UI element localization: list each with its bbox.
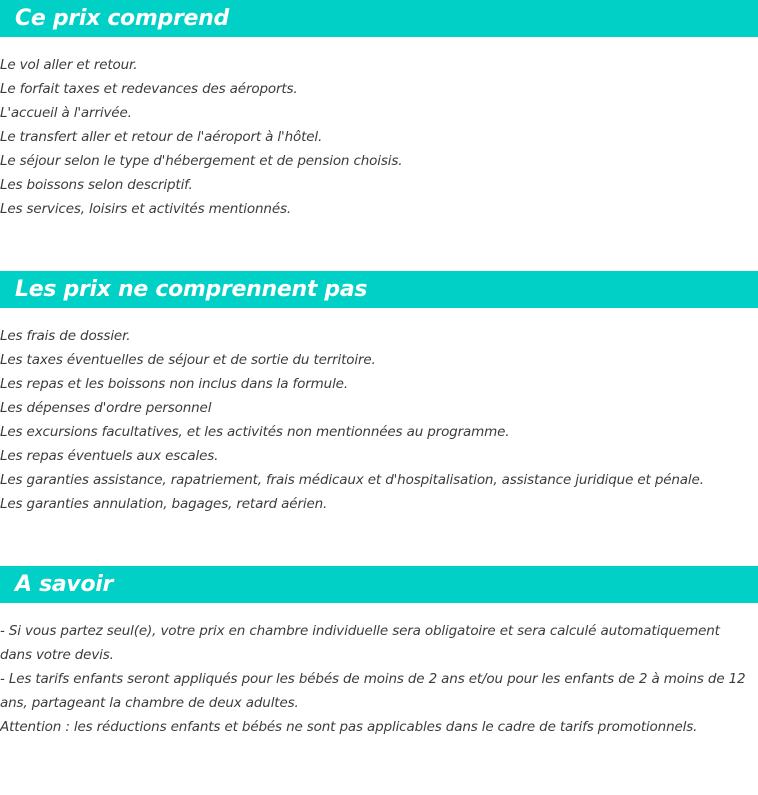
list-item: Le vol aller et retour. bbox=[0, 57, 138, 73]
included-list bbox=[0, 53, 758, 221]
section-header-good-to-know bbox=[0, 566, 758, 603]
list-item: Les garanties assistance, rapatriement, frais médicaux et d'hospitalisation, assistance juridique et pénale. bbox=[0, 472, 704, 488]
list-item: Les repas éventuels aux escales. bbox=[0, 448, 219, 464]
list-item: L'accueil à l'arrivée. bbox=[0, 105, 132, 121]
list-item: Le transfert aller et retour de l'aéroport à l'hôtel. bbox=[0, 129, 323, 145]
list-item: Les frais de dossier. bbox=[0, 328, 131, 344]
list-item: Les repas et les boissons non inclus dans la formule. bbox=[0, 376, 348, 392]
list-item: Les boissons selon descriptif. bbox=[0, 177, 193, 193]
list-item: Les services, loisirs et activités mentionnés. bbox=[0, 201, 291, 217]
list-item: Le séjour selon le type d'hébergement et de pension choisis. bbox=[0, 153, 403, 169]
good-to-know-list bbox=[0, 619, 758, 739]
list-item: - Les tarifs enfants seront appliqués pour les bébés de moins de 2 ans et/ou pour les enfants de 2 à moins de 12 ans, partageant la chambre de deux adultes. bbox=[0, 671, 746, 711]
section-header-included bbox=[0, 0, 758, 37]
list-item: Les garanties annulation, bagages, retard aérien. bbox=[0, 496, 328, 512]
list-item: - Si vous partez seul(e), votre prix en chambre individuelle sera obligatoire et sera calculé automatiquement dans votre devis. bbox=[0, 623, 720, 663]
section-title: Ce prix comprend bbox=[15, 6, 229, 31]
list-item: Le forfait taxes et redevances des aéroports. bbox=[0, 81, 298, 97]
section-title: Les prix ne comprennent pas bbox=[15, 277, 368, 302]
list-item: Attention : les réductions enfants et bébés ne sont pas applicables dans le cadre de tarifs promotionnels. bbox=[0, 719, 698, 735]
section-header-not-included bbox=[0, 271, 758, 308]
list-item: Les taxes éventuelles de séjour et de sortie du territoire. bbox=[0, 352, 376, 368]
section-title: A savoir bbox=[15, 572, 114, 597]
not-included-list bbox=[0, 324, 758, 516]
list-item: Les dépenses d'ordre personnel bbox=[0, 400, 212, 416]
list-item: Les excursions facultatives, et les activités non mentionnées au programme. bbox=[0, 424, 510, 440]
